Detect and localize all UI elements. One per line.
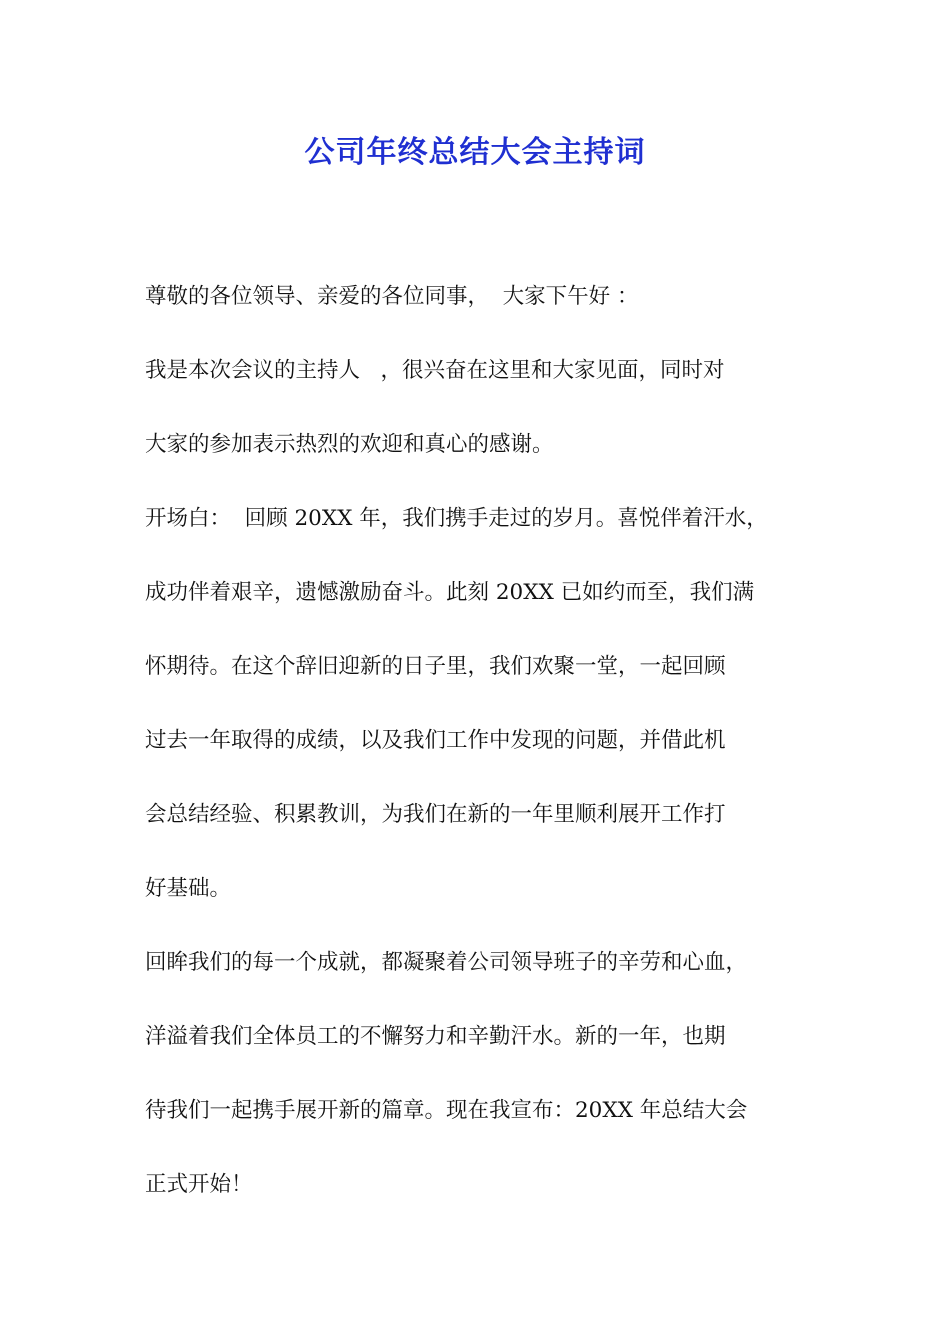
paragraph-line-12: 待我们一起携手展开新的篇章。现在我宣布：20XX 年总结大会 [145, 1098, 748, 1123]
paragraph-line-8: 会总结经验、积累教训，为我们在新的一年里顺利展开工作打 [145, 802, 726, 827]
page-title: 公司年终总结大会主持词 [304, 135, 646, 170]
paragraph-line-1: 尊敬的各位领导、亲爱的各位同事， 大家下午好 ： [145, 284, 639, 309]
paragraph-line-9: 好基础。 [145, 876, 232, 901]
paragraph-line-5: 成功伴着艰辛，遗憾激励奋斗。此刻 20XX 已如约而至，我们满 [145, 580, 755, 605]
paragraph-line-13: 正式开始！ [145, 1172, 253, 1197]
document-body [145, 260, 815, 1222]
paragraph-line-2: 我是本次会议的主持人 ，很兴奋在这里和大家见面，同时对 [145, 358, 725, 383]
paragraph-line-10: 回眸我们的每一个成就，都凝聚着公司领导班子的辛劳和心血， [145, 950, 748, 975]
paragraph-line-3: 大家的参加表示热烈的欢迎和真心的感谢。 [145, 432, 554, 457]
paragraph-line-6: 怀期待。在这个辞旧迎新的日子里，我们欢聚一堂，一起回顾 [145, 654, 726, 679]
paragraph-line-11: 洋溢着我们全体员工的不懈努力和辛勤汗水。新的一年，也期 [145, 1024, 726, 1049]
paragraph-line-4: 开场白： 回顾 20XX 年，我们携手走过的岁月。喜悦伴着汗水， [145, 506, 768, 531]
paragraph-line-7: 过去一年取得的成绩，以及我们工作中发现的问题，并借此机 [145, 728, 726, 753]
